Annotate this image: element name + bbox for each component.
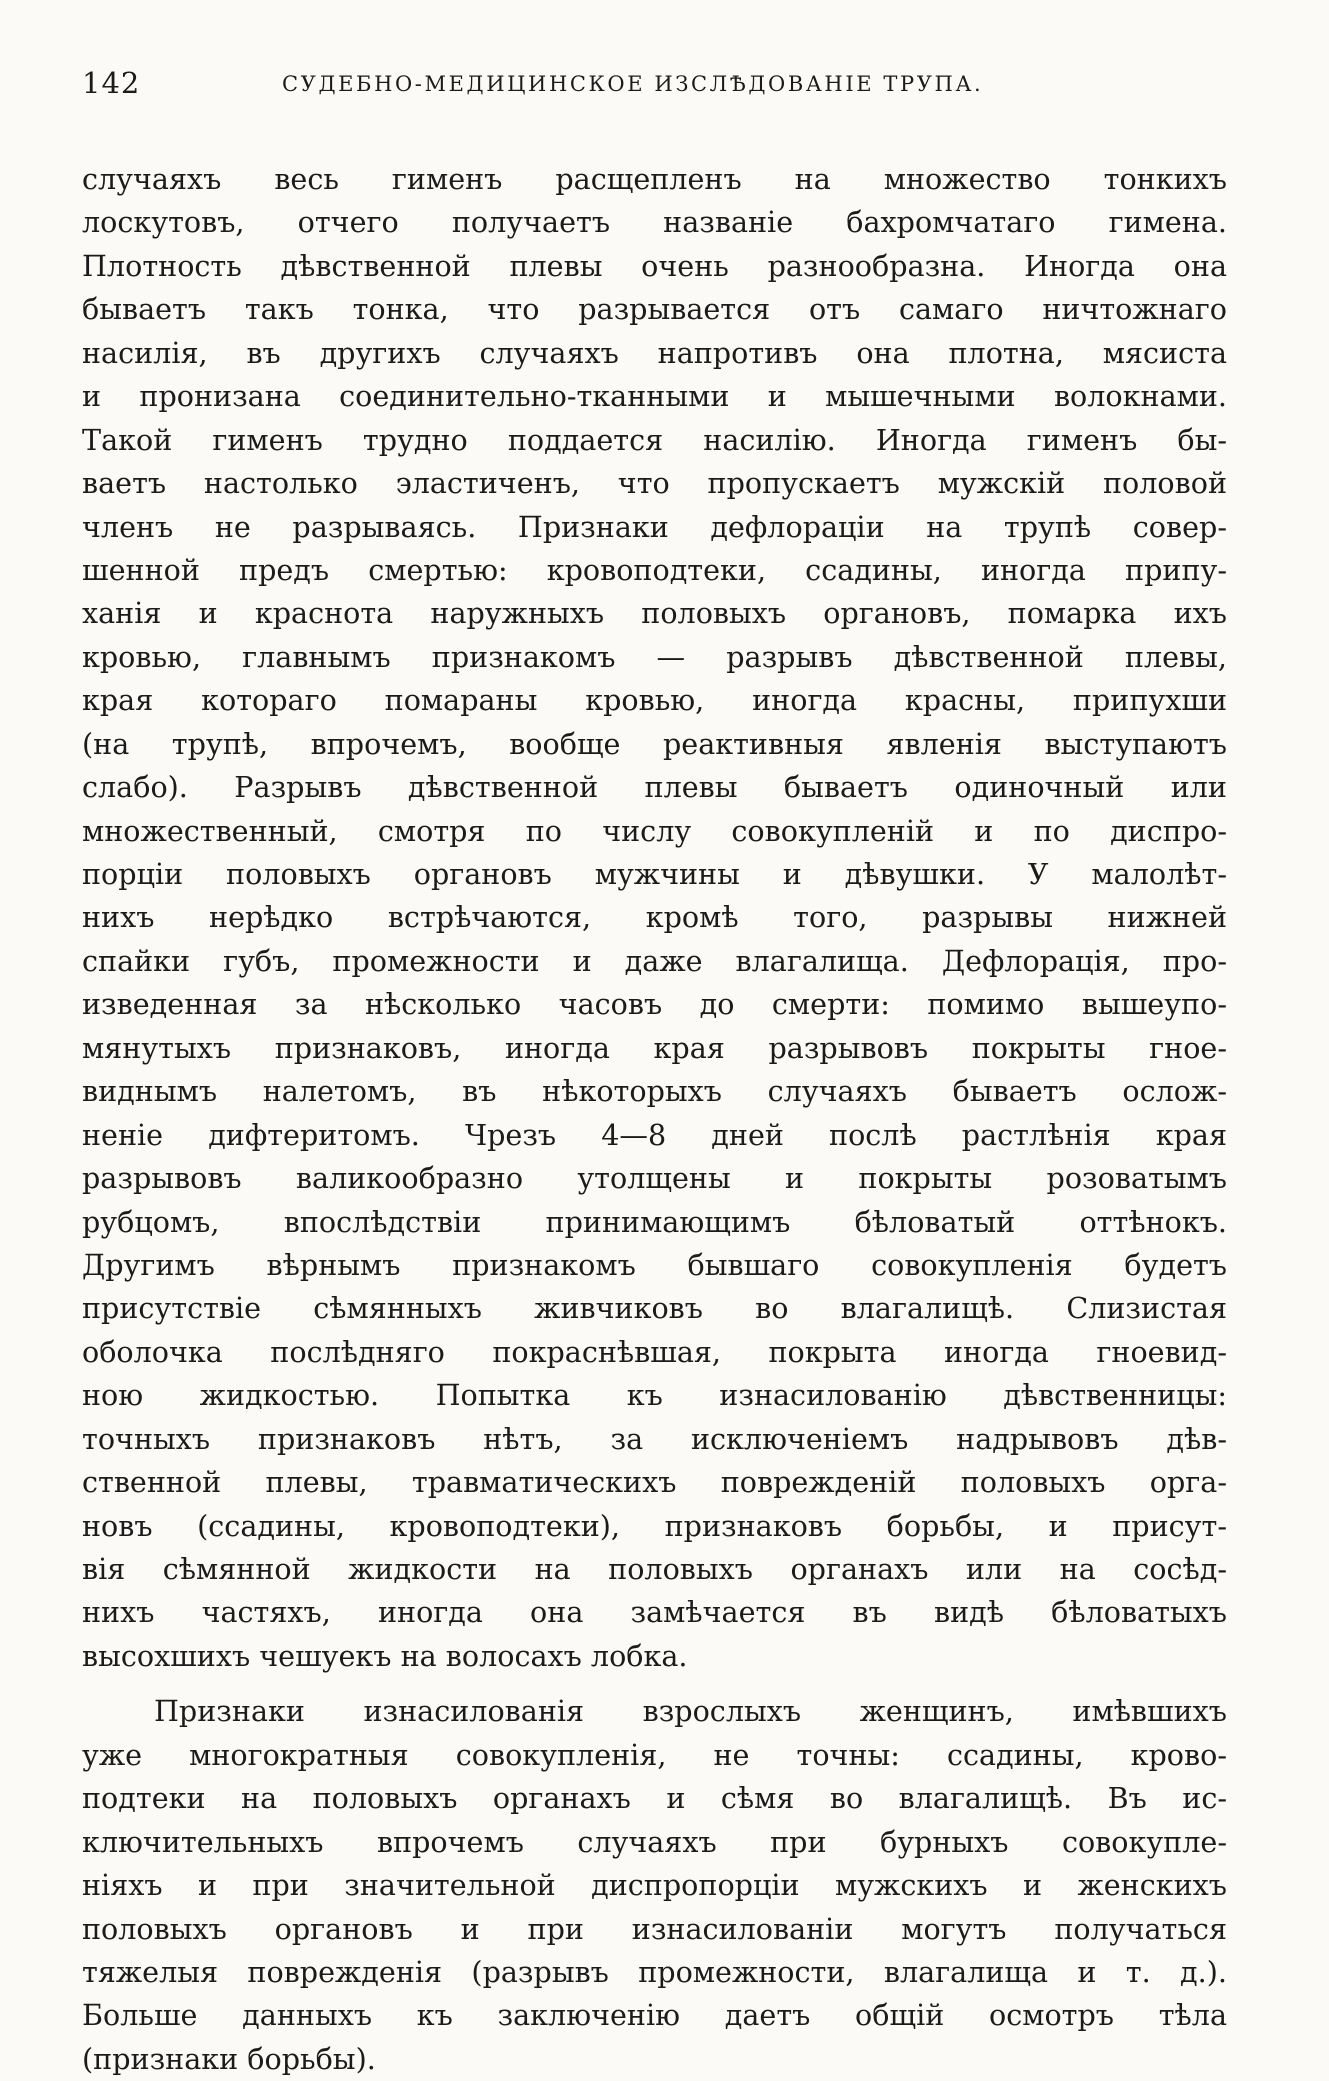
text-line: разрывовъ валикообразно утолщены и покрыты розоватымъ [82,1161,1227,1196]
page-header [82,62,1227,108]
text-line: тяжелыя поврежденія (разрывъ промежности, влагалища и т. д.). [82,1954,1227,1989]
text-line: ключительныхъ впрочемъ случаяхъ при бурныхъ совокупле- [82,1824,1227,1859]
text-line: оболочка послѣдняго покраснѣвшая, покрыта иногда гноевид- [82,1334,1227,1369]
text-line: новъ (ссадины, кровоподтеки), признаковъ борьбы, и присут- [82,1508,1227,1543]
text-line: Признаки изнасилованія взрослыхъ женщинъ, имѣвшихъ [154,1694,1227,1729]
text-line: Больше данныхъ къ заключенію даетъ общій осмотръ тѣла [82,1998,1227,2033]
text-line: множественный, смотря по числу совокупленій и по диспро- [82,813,1227,848]
text-line: Плотность дѣвственной плевы очень разнообразна. Иногда она [82,248,1227,283]
text-line: виднымъ налетомъ, въ нѣкоторыхъ случаяхъ бываетъ ослож- [82,1074,1227,1109]
text-line: лоскутовъ, отчего получаетъ названіе бахромчатаго гимена. [82,205,1227,240]
text-line: половыхъ органовъ и при изнасилованіи могутъ получаться [82,1911,1227,1946]
text-line: (на трупѣ, впрочемъ, вообще реактивныя явленія выступаютъ [82,726,1227,761]
text-line: уже многократныя совокупленія, не точны: ссадины, крово- [82,1737,1227,1772]
paragraph-1 [82,158,1227,1678]
text-line: подтеки на половыхъ органахъ и сѣмя во влагалищѣ. Въ ис- [82,1781,1227,1816]
text-line: случаяхъ весь гименъ расщепленъ на множество тонкихъ [82,162,1227,196]
text-line: спайки губъ, промежности и даже влагалища. Дефлорація, про- [82,943,1227,978]
paragraph-break [82,1678,1227,1690]
text-line: изведенная за нѣсколько часовъ до смерти: помимо вышеупо- [82,987,1227,1022]
text-line: края котораго помараны кровью, иногда красны, припухши [82,683,1227,718]
text-line: ваетъ настолько эластиченъ, что пропускаетъ мужскій половой [82,466,1227,501]
page-number: 142 [82,66,141,100]
text-line: нихъ нерѣдко встрѣчаются, кромѣ того, разрывы нижней [82,900,1227,935]
text-line: шенной предъ смертью: кровоподтеки, ссадины, иногда припу- [82,552,1227,587]
text-line: ною жидкостью. Попытка къ изнасилованію дѣвственницы: [82,1378,1227,1413]
text-line: мянутыхъ признаковъ, иногда края разрывовъ покрыты гное- [82,1030,1227,1065]
running-title: СУДЕБНО-МЕДИЦИНСКОЕ ИЗСЛѢДОВАНІЕ ТРУПА. [282,72,984,96]
text-line: (признаки борьбы). [82,2041,376,2076]
text-line: ханія и краснота наружныхъ половыхъ органовъ, помарка ихъ [82,596,1227,631]
text-line: неніе дифтеритомъ. Чрезъ 4—8 дней послѣ растлѣнія края [82,1117,1227,1152]
text-line: Такой гименъ трудно поддается насилію. Иногда гименъ бы- [82,422,1227,457]
text-line: кровью, главнымъ признакомъ — разрывъ дѣвственной плевы, [82,639,1227,674]
text-line: ственной плевы, травматическихъ поврежденій половыхъ орга- [82,1465,1227,1500]
text-line: слабо). Разрывъ дѣвственной плевы бываетъ одиночный или [82,770,1227,805]
book-page [82,62,1227,2081]
body-text [82,158,1227,2081]
text-line: вія сѣмянной жидкости на половыхъ органахъ или на сосѣд- [82,1552,1227,1586]
text-line: ніяхъ и при значительной диспропорціи мужскихъ и женскихъ [82,1868,1227,1903]
text-line: присутствіе сѣмянныхъ живчиковъ во влагалищѣ. Слизистая [82,1291,1227,1326]
text-line: насилія, въ другихъ случаяхъ напротивъ она плотна, мясиста [82,335,1227,370]
text-line: нихъ частяхъ, иногда она замѣчается въ видѣ бѣловатыхъ [82,1595,1227,1630]
text-line: рубцомъ, впослѣдствіи принимающимъ бѣловатый оттѣнокъ. [82,1204,1227,1239]
paragraph-2 [82,1690,1227,2081]
text-line: членъ не разрываясь. Признаки дефлораціи на трупѣ совер- [82,509,1227,544]
text-line: бываетъ такъ тонка, что разрывается отъ самаго ничтожнаго [82,292,1227,327]
text-line: и пронизана соединительно-тканными и мышечными волокнами. [82,379,1227,414]
text-line: порціи половыхъ органовъ мужчины и дѣвушки. У малолѣт- [82,857,1227,891]
text-line: высохшихъ чешуекъ на волосахъ лобка. [82,1638,688,1673]
text-line: Другимъ вѣрнымъ признакомъ бывшаго совокупленія будетъ [82,1247,1227,1282]
text-line: точныхъ признаковъ нѣтъ, за исключеніемъ надрывовъ дѣв- [82,1421,1227,1456]
